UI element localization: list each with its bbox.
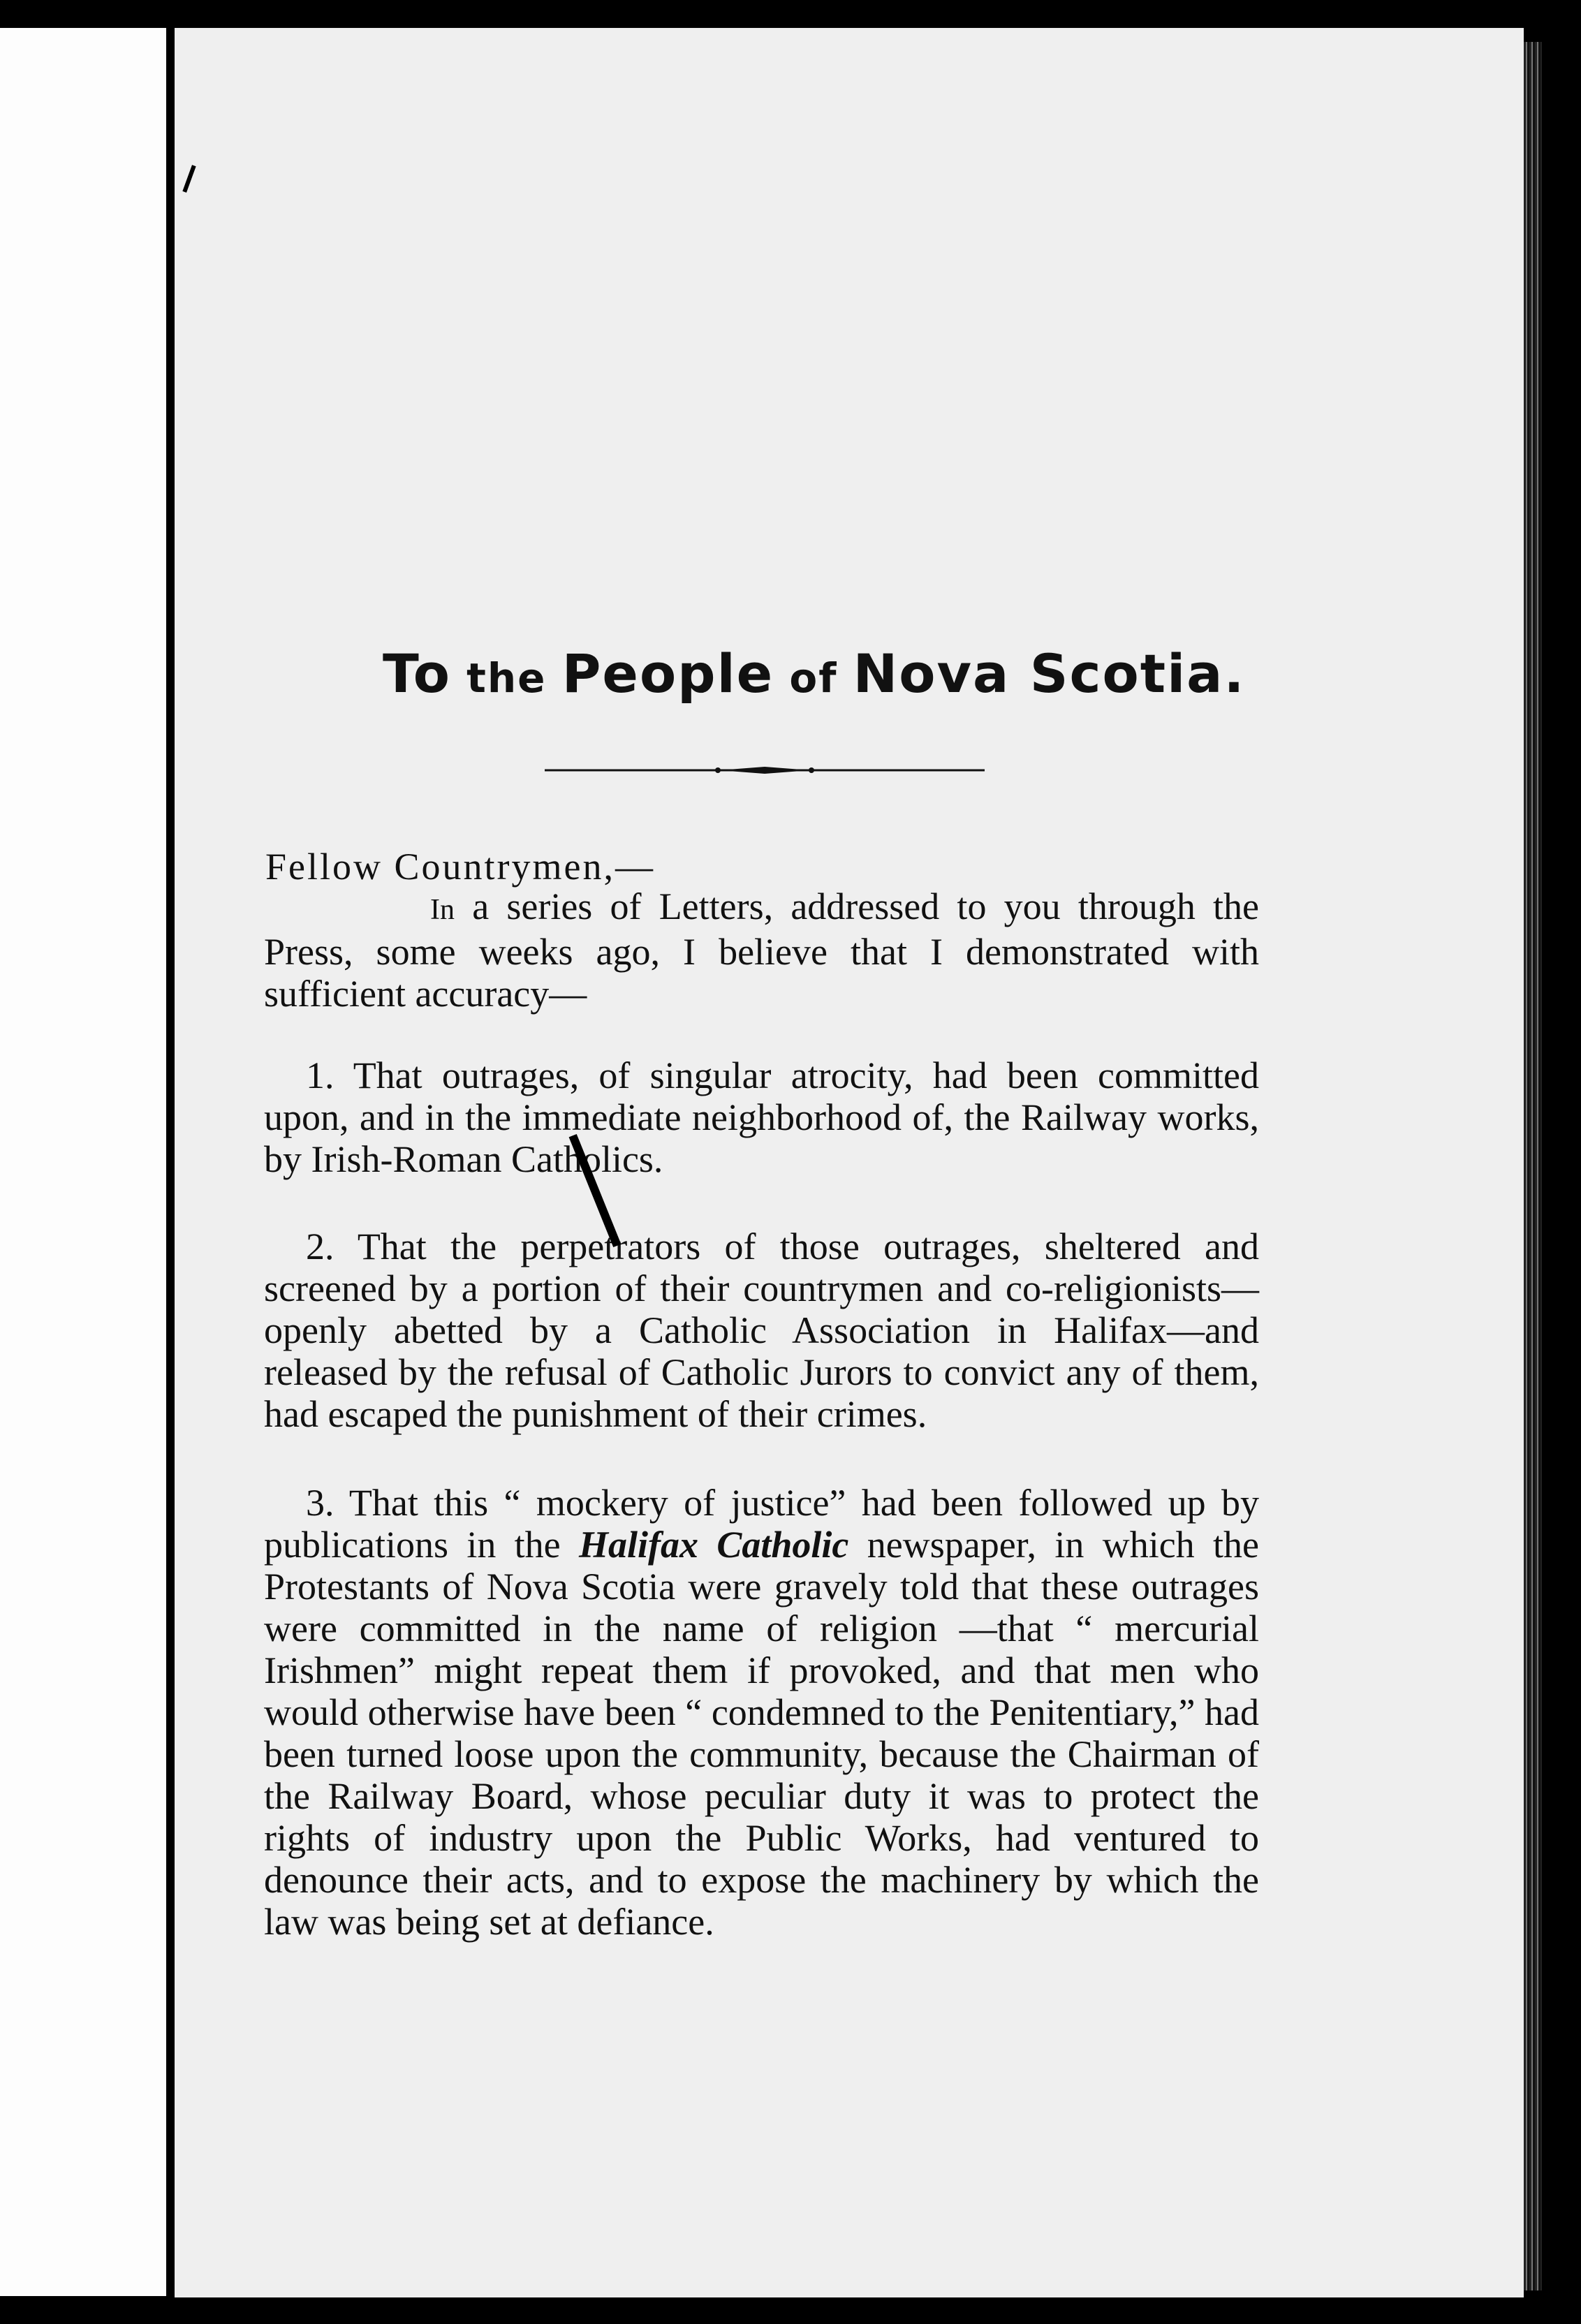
title-word: People (561, 642, 774, 705)
title-word: Scotia. (1010, 642, 1246, 705)
page-title (383, 642, 1246, 705)
numbered-point-3 (264, 1482, 1259, 1943)
title-word: the (450, 654, 562, 702)
numbered-point-2: 2. That the perpetrators of those outrages, sheltered and screened by a portion of their countrymen and co-religionists—openly abetted by a Catholic Association in Halifax—and released by the refusal of Catholic Jurors to convict any of them, had escaped the punishment of their crimes. (264, 1226, 1259, 1435)
point-3-text-start: 3. That this “ mockery of justice” had been followed up by publications in the (264, 1482, 1259, 1566)
title-word: To (383, 642, 451, 705)
intro-text: a series of Letters, addressed to you through the Press, some weeks ago, I believe that I demonstrated with sufficient accuracy— (264, 885, 1259, 1015)
left-margin-strip (0, 28, 166, 2296)
point-3-text-end: newspaper, in which the Protestants of Nova Scotia were gravely told that these outrages were committed in the name of religion —that “ mercurial Irishmen” might repeat them if provoked, and that men who would otherwise have been “ condemned to the Penitentiary,” had been turned loose upon the community, because the Chairman of the Railway Board, whose peculiar duty it was to protect the rights of industry upon the Public Works, had ventured to denounce their acts, and to expose the machinery by which the law was being set at defiance. (264, 1524, 1259, 1943)
page-edge-stack (1524, 42, 1542, 2290)
intro-lead-word: In (430, 894, 455, 926)
newspaper-name: Halifax Catholic (579, 1524, 849, 1566)
ornamental-divider (545, 765, 985, 775)
numbered-point-1: 1. That outrages, of singular atrocity, had been committed upon, and in the immediate neighborhood of, the Railway works, by Irish-Roman Catholics. (264, 1054, 1259, 1180)
salutation: Fellow Countrymen,— (265, 846, 655, 888)
title-word: of (774, 654, 853, 702)
intro-paragraph (264, 885, 1259, 1015)
title-word: Nova (853, 642, 1010, 705)
